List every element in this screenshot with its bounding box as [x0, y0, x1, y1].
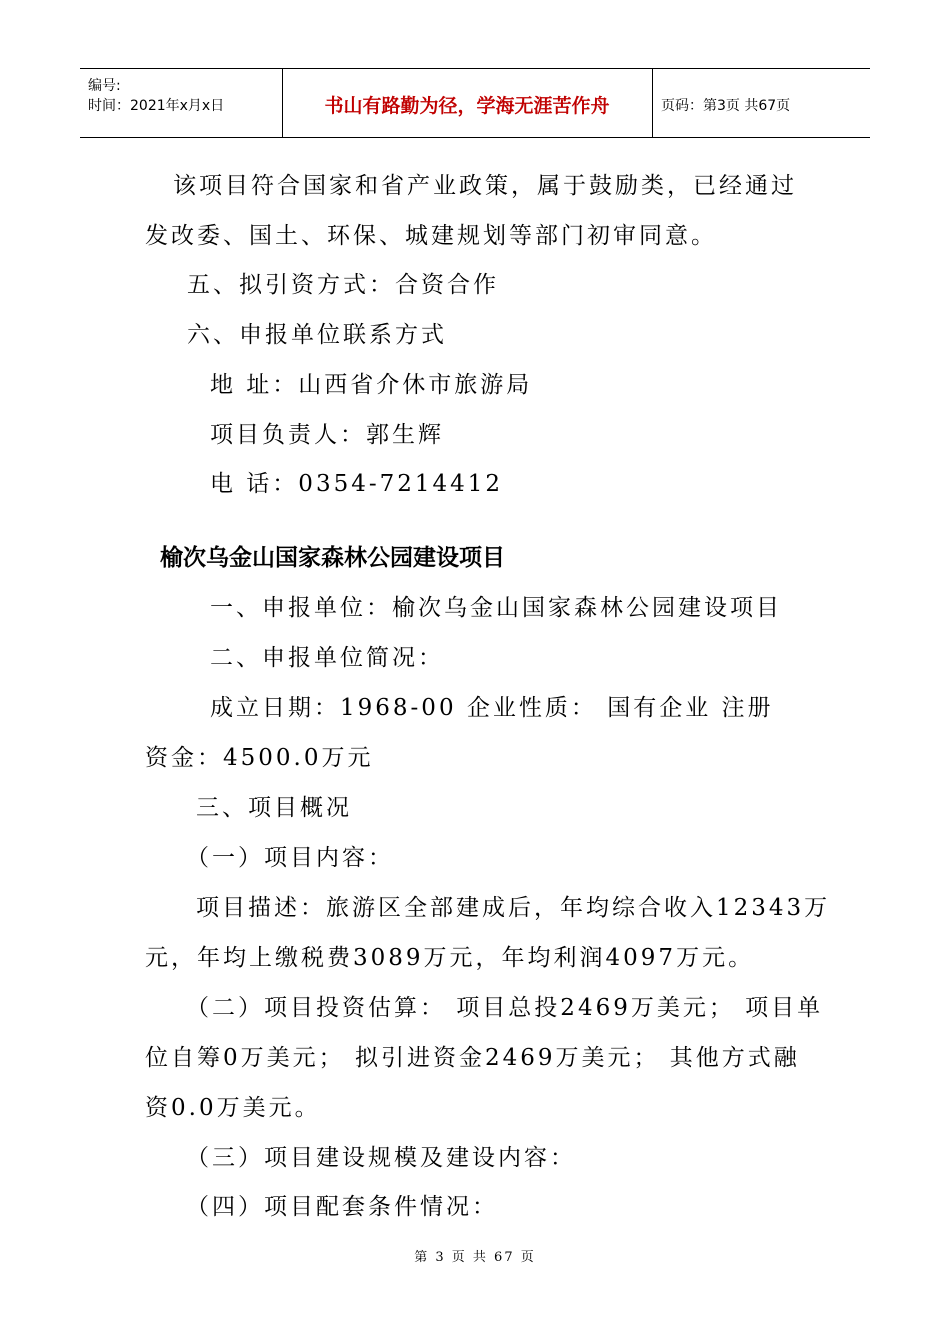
- paragraph-line: 资0.0万美元。: [145, 1095, 321, 1121]
- code-label: 编号:: [88, 78, 121, 94]
- section-heading: 六、申报单位联系方式: [187, 322, 447, 348]
- paragraph-line: 项目描述：旅游区全部建成后，年均综合收入12343万: [196, 895, 831, 921]
- section-heading: 五、拟引资方式：合资合作: [187, 272, 499, 298]
- page-label: 页码：第3页 共67页: [661, 98, 791, 114]
- header-center-cell: [282, 69, 653, 137]
- page-header: [80, 68, 870, 138]
- subsection-heading: （四）项目配套条件情况：: [186, 1194, 498, 1220]
- paragraph-line: 成立日期：1968-00 企业性质： 国有企业 注册: [210, 695, 774, 721]
- section-heading: 三、项目概况: [196, 795, 352, 821]
- contact-address: 地 址：山西省介休市旅游局: [210, 372, 533, 398]
- paragraph-line: （二）项目投资估算： 项目总投2469万美元； 项目单: [186, 995, 824, 1021]
- paragraph-line: 元，年均上缴税费3089万元，年均利润4097万元。: [145, 945, 755, 971]
- paragraph-line: 位自筹0万美元； 拟引进资金2469万美元； 其他方式融: [145, 1045, 800, 1071]
- time-label: 时间：2021年x月x日: [88, 98, 225, 114]
- section-heading: 一、申报单位：榆次乌金山国家森林公园建设项目: [210, 595, 782, 621]
- page-footer: 第 3 页 共 67 页: [414, 1250, 536, 1265]
- paragraph-line: 发改委、国土、环保、城建规划等部门初审同意。: [145, 223, 717, 249]
- project-title: 榆次乌金山国家森林公园建设项目: [160, 545, 505, 571]
- contact-person: 项目负责人：郭生辉: [210, 422, 444, 448]
- subsection-heading: （三）项目建设规模及建设内容：: [186, 1145, 576, 1171]
- subsection-heading: （一）项目内容：: [186, 845, 394, 871]
- contact-phone: 电 话：0354-7214412: [210, 471, 504, 497]
- section-heading: 二、申报单位简况：: [210, 645, 444, 671]
- header-right-cell: [653, 69, 870, 137]
- paragraph-line: 该项目符合国家和省产业政策，属于鼓励类，已经通过: [173, 173, 797, 199]
- paragraph-line: 资金：4500.0万元: [145, 745, 374, 771]
- header-motto: 书山有路勤为径，学海无涯苦作舟: [324, 95, 610, 117]
- header-left-cell: [80, 69, 283, 137]
